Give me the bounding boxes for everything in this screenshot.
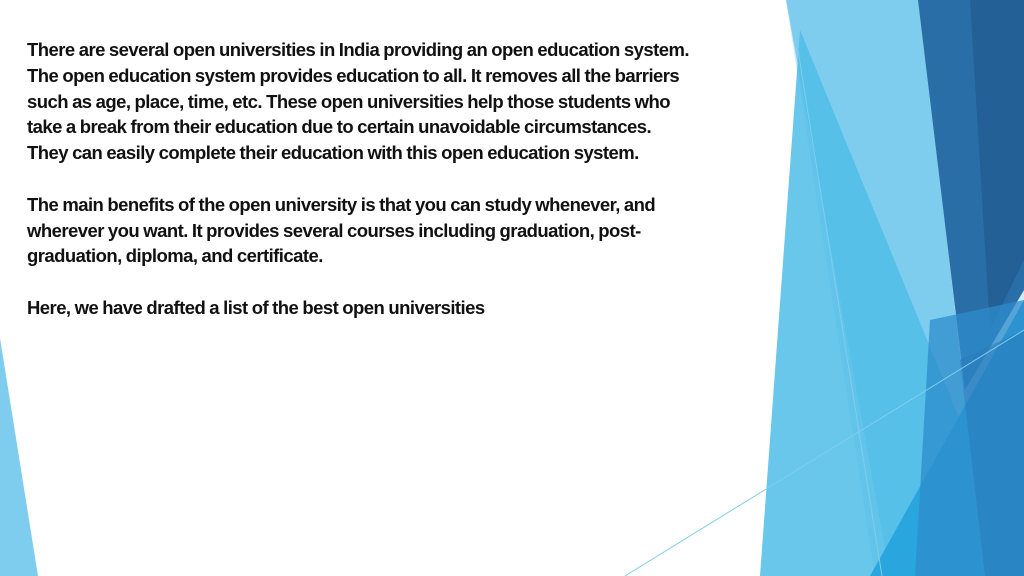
text-line: The main benefits of the open university is that you can study whenever, and	[27, 193, 656, 215]
text-line: such as age, place, time, etc. These open universities help those students who	[27, 90, 670, 112]
left-accent-shape	[0, 338, 38, 576]
paragraph-open-education	[27, 37, 787, 166]
paragraph-list-intro	[27, 295, 787, 321]
text-line: wherever you want. It provides several courses including graduation, post-	[27, 219, 641, 241]
text-line: There are several open universities in India providing an open education system.	[27, 39, 689, 60]
text-line: The open education system provides education to all. It removes all the barriers	[27, 64, 680, 86]
paragraph-main-benefits	[27, 192, 787, 269]
slide-body-text	[27, 37, 787, 347]
text-line: graduation, diploma, and certificate.	[27, 245, 323, 267]
text-line: Here, we have drafted a list of the best open universities	[27, 296, 485, 318]
text-line: take a break from their education due to certain unavoidable circumstances.	[27, 116, 652, 138]
text-line: They can easily complete their education with this open education system.	[27, 142, 639, 164]
